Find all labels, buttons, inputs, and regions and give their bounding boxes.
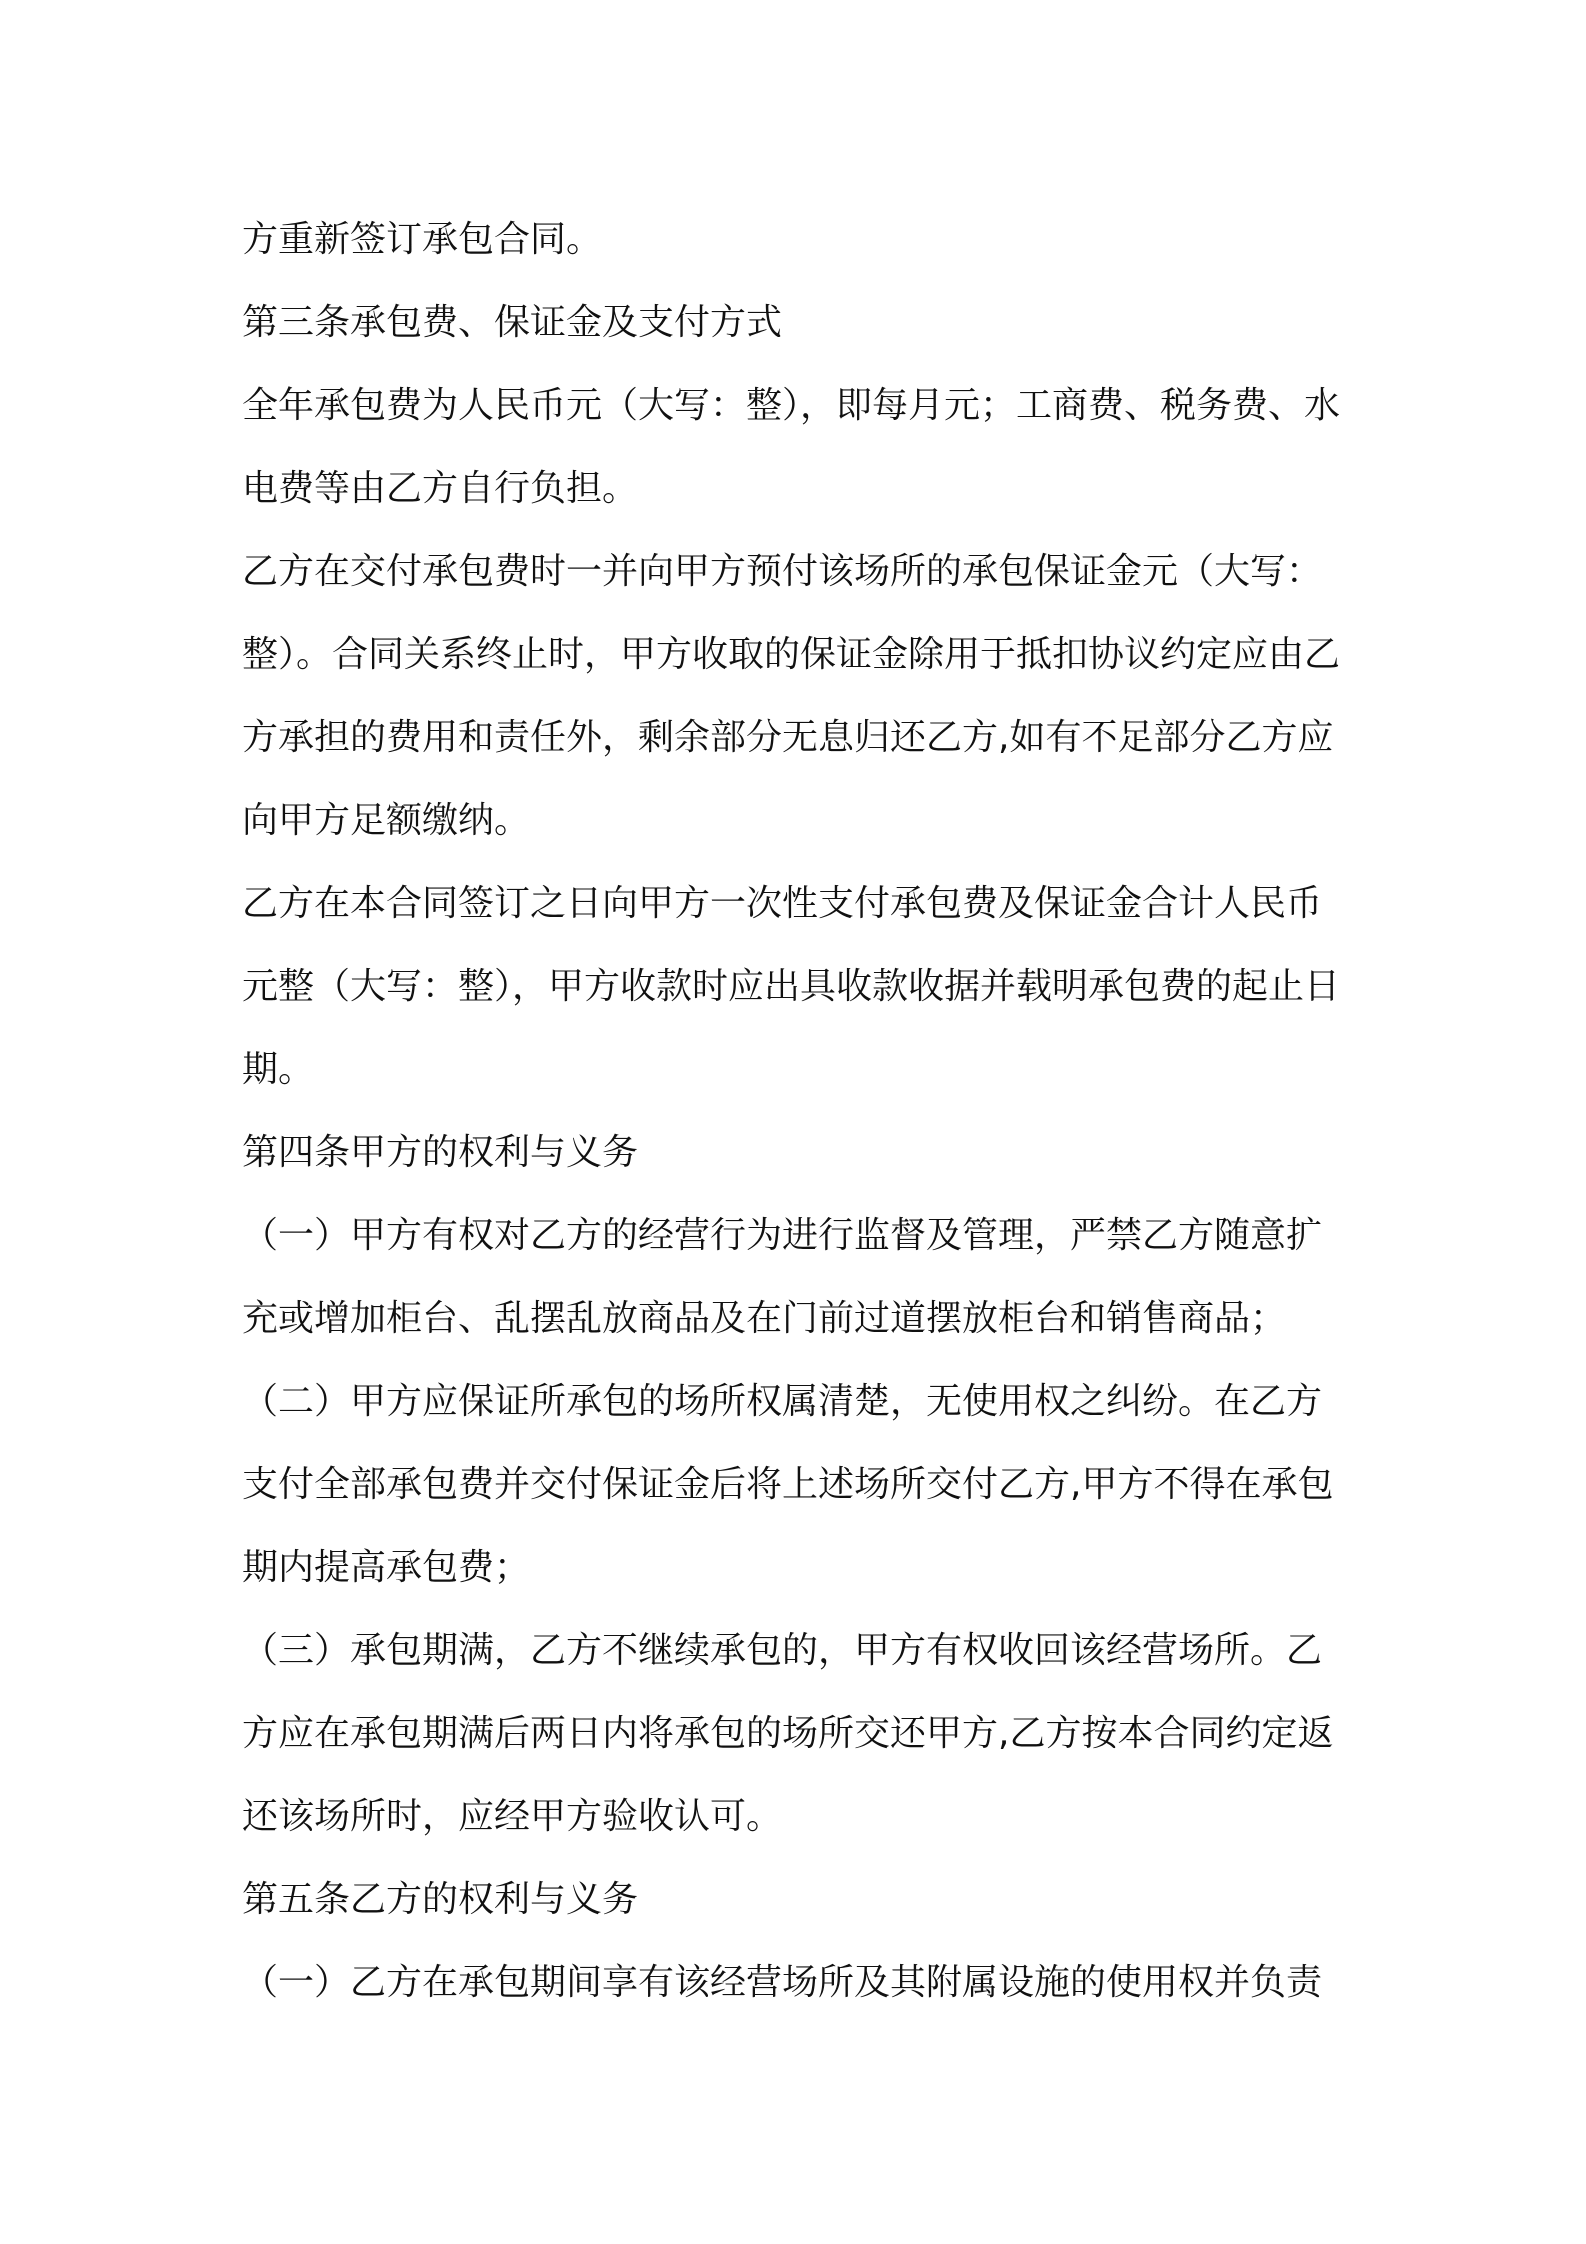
article-4-item-1: （一）甲方有权对乙方的经营行为进行监督及管理，严禁乙方随意扩充或增加柜台、乱摆乱放商品及在门前过道摆放柜台和销售商品；: [242, 1215, 1323, 1339]
article-3-heading: 第三条承包费、保证金及支付方式: [242, 302, 783, 343]
article-4-item-2: （二）甲方应保证所承包的场所权属清楚，无使用权之纠纷。在乙方支付全部承包费并交付保证金后将上述场所交付乙方,甲方不得在承包期内提高承包费；: [242, 1381, 1334, 1588]
paragraph-annual-fee: 全年承包费为人民币元（大写：整），即每月元；工商费、税务费、水电费等由乙方自行负担。: [242, 385, 1341, 509]
paragraph-continuation: 方重新签订承包合同。: [242, 219, 603, 260]
article-4-item-3: （三）承包期满，乙方不继续承包的，甲方有权收回该经营场所。乙方应在承包期满后两日内将承包的场所交还甲方,乙方按本合同约定返还该场所时，应经甲方验收认可。: [242, 1630, 1334, 1837]
article-5-item-1: （一）乙方在承包期间享有该经营场所及其附属设施的使用权并负责: [242, 1962, 1323, 2003]
paragraph-deposit: 乙方在交付承包费时一并向甲方预付该场所的承包保证金元（大写：整）。合同关系终止时，甲方收取的保证金除用于抵扣协议约定应由乙方承担的费用和责任外，剩余部分无息归还乙方,如有不足部分乙方应向甲方足额缴纳。: [242, 551, 1341, 841]
article-5-heading: 第五条乙方的权利与义务: [242, 1879, 639, 1920]
contract-body: [242, 198, 1357, 2024]
paragraph-payment: 乙方在本合同签订之日向甲方一次性支付承包费及保证金合计人民币元整（大写：整），甲方收款时应出具收款收据并载明承包费的起止日期。: [242, 883, 1341, 1090]
article-4-heading: 第四条甲方的权利与义务: [242, 1132, 639, 1173]
